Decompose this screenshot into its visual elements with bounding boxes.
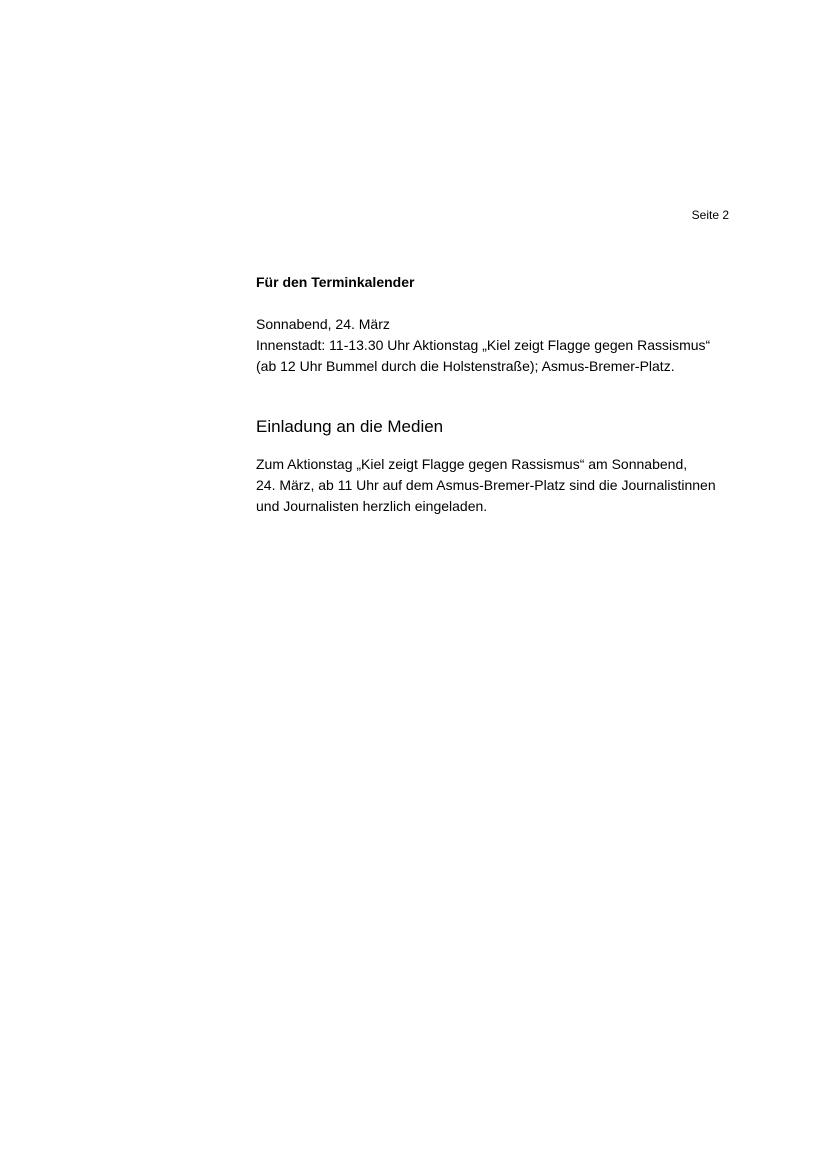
invitation-line: 24. März, ab 11 Uhr auf dem Asmus-Bremer-Platz sind die Journalistinnen: [256, 477, 716, 493]
invitation-heading: Einladung an die Medien: [256, 417, 444, 436]
invitation-line: und Journalisten herzlich eingeladen.: [256, 498, 488, 514]
calendar-detail: (ab 12 Uhr Bummel durch die Holstenstraße); Asmus-Bremer-Platz.: [256, 358, 675, 374]
invitation-paragraph: [256, 454, 736, 517]
invitation-line: Zum Aktionstag „Kiel zeigt Flagge gegen Rassismus“ am Sonnabend,: [256, 456, 688, 472]
calendar-location: Innenstadt: 11-13.30 Uhr Aktionstag „Kiel zeigt Flagge gegen Rassismus“: [256, 337, 711, 353]
page-number: Seite 2: [691, 208, 729, 222]
document-body: [256, 272, 736, 517]
calendar-heading: Für den Terminkalender: [256, 274, 415, 290]
calendar-date: Sonnabend, 24. März: [256, 316, 390, 332]
calendar-entry: [256, 314, 736, 377]
